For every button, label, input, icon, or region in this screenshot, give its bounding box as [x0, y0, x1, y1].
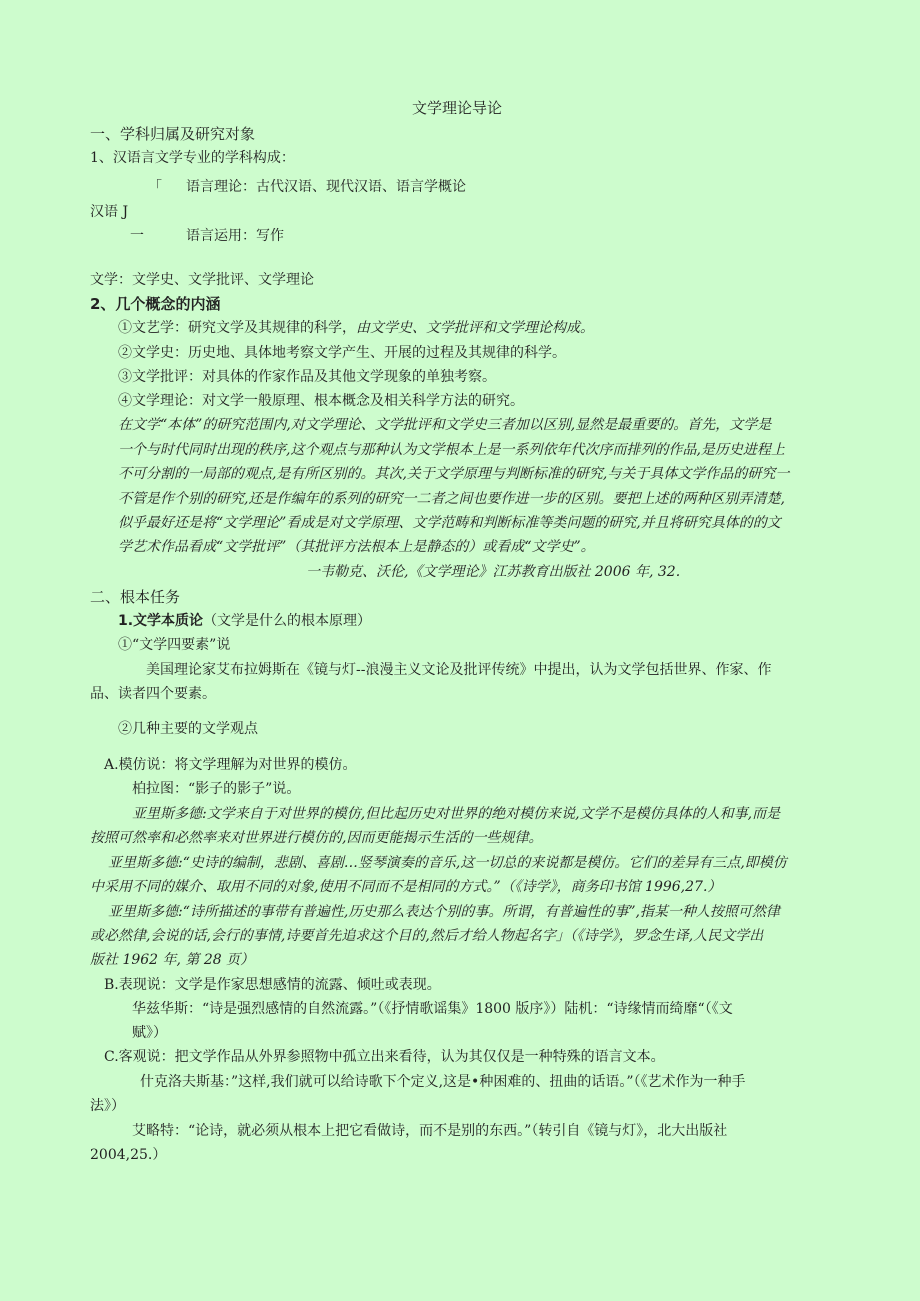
- concept-1: [118, 318, 594, 338]
- quote-source: 一韦勒克、沃伦,《文学理论》江苏教育出版社 2006 年, 32.: [306, 564, 681, 580]
- concept-1-italic: 由文学史、文学批评和文学理论构成。: [356, 320, 594, 336]
- sub-bold: 1.文学本质论: [118, 613, 204, 629]
- bracket-top: 「: [148, 179, 162, 195]
- theory-c-heading: C.客观说：把文学作品从外界参照物中孤立出来看待，认为其仅仅是一种特殊的语言文本。: [104, 1049, 665, 1065]
- concept-2: ②文学史：历史地、具体地考察文学产生、开展的过程及其规律的科学。: [118, 345, 566, 361]
- theory-a-quote1: 亚里斯多德:文学来自于对世界的模仿,但比起历史对世界的绝对模仿来说,文学不是模仿具体的人和事,而是: [132, 806, 781, 822]
- sub-rest: （文学是什么的根本原理）: [203, 613, 372, 629]
- theory-a-plato: 柏拉图：“影子的影子”说。: [132, 781, 301, 797]
- section-heading-1: 一、学科归属及研究对象: [90, 125, 256, 143]
- theory-a-quote3: 版社 1962 年, 第 28 页）: [90, 952, 255, 968]
- subheading-1-2: 2、几个概念的内涵: [90, 295, 221, 313]
- sub-bold: 的学科构成：: [210, 150, 295, 166]
- page-title: 文学理论导论: [412, 99, 503, 117]
- literature-line: 文学：文学史、文学批评、文学理论: [90, 272, 314, 288]
- point-2: ②几种主要的文学观点: [118, 721, 258, 737]
- section-heading-2: 二、根本任务: [90, 588, 181, 606]
- quote-line: 不可分割的一局部的观点,是有所区别的。其次,关于文学原理与判断标准的研究,与关于具体文学作品的研究一: [118, 466, 790, 482]
- subheading-1-1: [90, 148, 295, 168]
- lang-use: 语言运用：写作: [186, 228, 284, 244]
- theory-b-quote: 赋》）: [132, 1025, 167, 1041]
- theory-a-quote3: 亚里斯多德:“诗所描述的事带有普遍性,历史那么表达个别的事。所谓，有普遍性的事”,指某一种人按照可然律: [108, 904, 780, 920]
- theory-a-heading: A.模仿说：将文学理解为对世界的模仿。: [104, 757, 357, 773]
- lang-theory: 语言理论：古代汉语、现代汉语、语言学概论: [186, 179, 466, 195]
- concept-4: ④文学理论：对文学一般原理、根本概念及相关科学方法的研究。: [118, 393, 524, 409]
- theory-b-quote: 华兹华斯：“诗是强烈感情的自然流露。”（《抒情歌谣集》1800 版序》）陆机：“诗缘情而绮靡“（《文: [132, 1001, 733, 1017]
- point-1-body: 美国理论家艾布拉姆斯在《镜与灯--浪漫主义文论及批评传统》中提出，认为文学包括世界、作家、作: [146, 662, 772, 678]
- quote-line: 似乎最好还是将“文学理论”看成是对文学原理、文学范畴和判断标准等类问题的研究,并且将研究具体的的文: [118, 515, 781, 531]
- quote-line: 一个与时代同时出现的秩序,这个观点与那种认为文学根本上是一系列依年代次序而排列的作品,是历史进程上: [118, 442, 785, 458]
- theory-a-quote2: 中采用不同的媒介、取用不同的对象,使用不同而不是相同的方式。”（《诗学》，商务印书馆 1996,27.）: [90, 879, 722, 895]
- quote-line: 不管是作个别的研究,还是作编年的系列的研究一二者之间也要作进一步的区别。要把上述的两种区别弄清楚,: [118, 491, 785, 507]
- concept-1-plain: ①文艺学：研究文学及其规律的科学，: [118, 320, 356, 336]
- theory-c-quote2: 2004,25.）: [90, 1147, 167, 1163]
- point-1-body: 品、读者四个要素。: [90, 686, 216, 702]
- quote-line: 在文学“本体”的研究范围内,对文学理论、文学批评和文学史三者加以区别,显然是最重要的。首先，文学是: [118, 417, 772, 433]
- bracket-mid: 一: [130, 228, 144, 244]
- sub-text: 汉语言文学专业: [112, 150, 211, 166]
- theory-c-quote1: 法》）: [90, 1098, 125, 1114]
- subheading-2-1: [118, 611, 371, 631]
- theory-a-quote3: 或必然律,会说的话,会行的事情,诗要首先追求这个目的,然后才给人物起名字」（《诗学》，罗念生译,人民文学出: [90, 928, 764, 944]
- point-1: ①“文学四要素”说: [118, 637, 231, 653]
- sub-num: 1、: [90, 150, 113, 166]
- theory-c-quote1: 什克洛夫斯基：”这样,我们就可以给诗歌下个定义,这是•种困难的、扭曲的话语。”（《艺术作为一种手: [140, 1074, 746, 1090]
- theory-c-quote2: 艾略特：“论诗，就必须从根本上把它看做诗，而不是别的东西。”（转引自《镜与灯》，北大出版社: [132, 1123, 728, 1139]
- concept-3: ③文学批评：对具体的作家作品及其他文学现象的单独考察。: [118, 369, 496, 385]
- theory-b-heading: B.表现说：文学是作家思想感情的流露、倾吐或表现。: [104, 977, 441, 993]
- theory-a-quote2: 亚里斯多德:“史诗的编制，悲剧、喜剧…竖琴演奏的音乐,这一切总的来说都是模仿。它们的差异有三点,即模仿: [108, 855, 787, 871]
- hanyu-label: 汉语 J: [90, 204, 129, 220]
- theory-a-quote1: 按照可然率和必然率来对世界进行模仿的,因而更能揭示生活的一些规律。: [90, 830, 543, 846]
- quote-line: 学艺术作品看成“文学批评”（其批评方法根本上是静态的）或看成“文学史”。: [118, 539, 595, 555]
